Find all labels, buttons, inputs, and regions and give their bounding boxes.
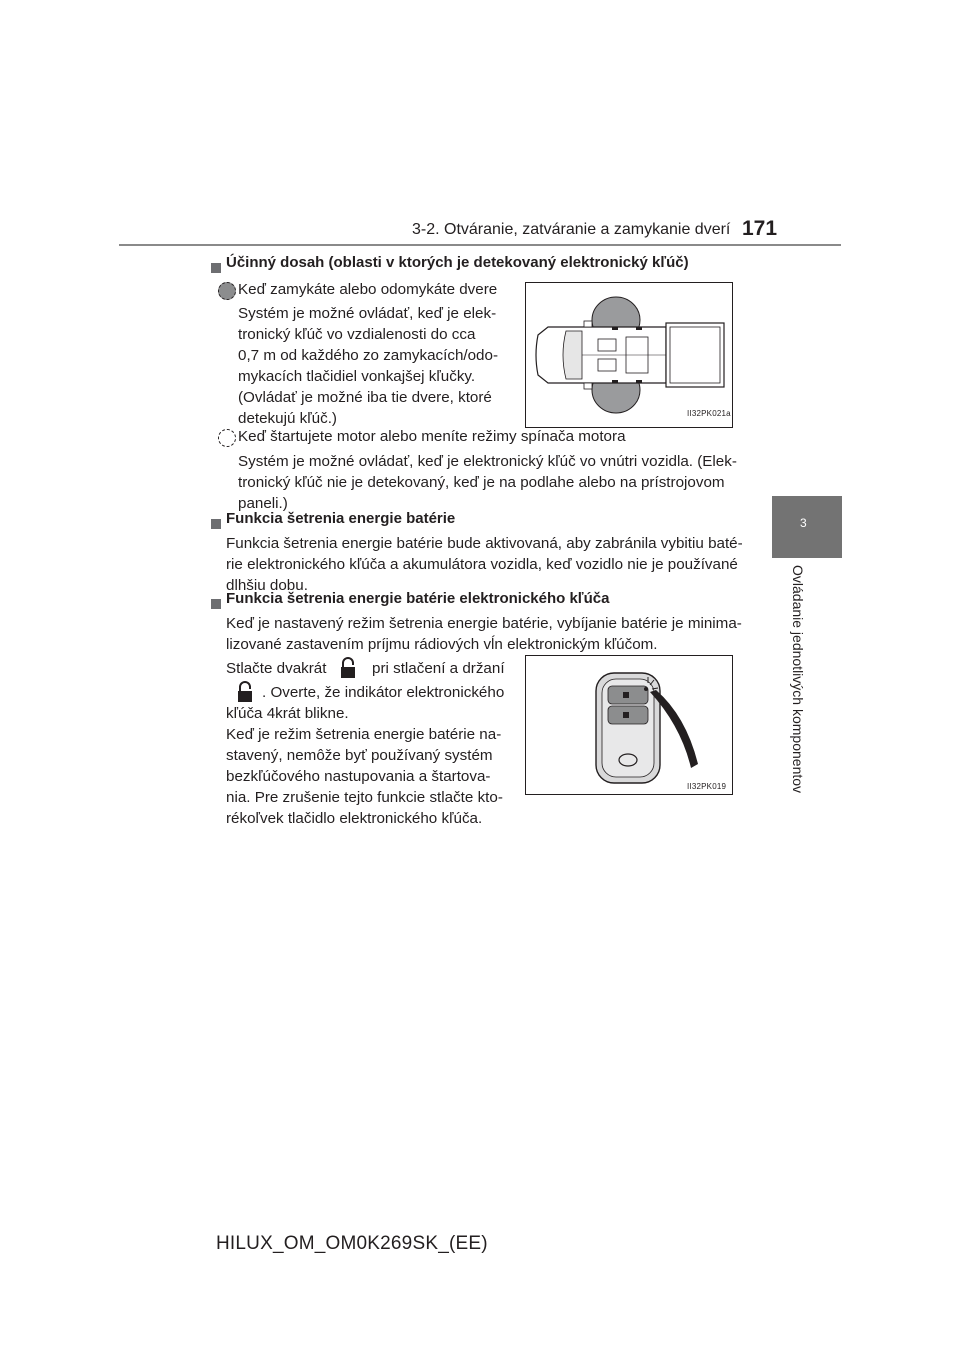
figure-code: II32PK019 (687, 782, 727, 791)
dashed-circle-icon (218, 429, 236, 447)
text-line: tronický kľúč nie je detekovaný, keď je na podlahe alebo na prístrojovom (238, 474, 725, 491)
text-line: Systém je možné ovládať, keď je elek- (238, 305, 497, 322)
text-line: nia. Pre zrušenie tejto funkcie stlačte kto- (226, 789, 503, 806)
instruction-body (226, 703, 518, 829)
figure-detection-range (525, 282, 733, 428)
instruction-part-3: . Overte, že indikátor elektronického (262, 684, 505, 701)
header-divider (119, 244, 841, 246)
chapter-tab (772, 496, 842, 558)
instruction-part-2: pri stlačení a držaní (372, 660, 505, 677)
chapter-label: Ovládanie jednotlivých komponentov (790, 565, 806, 794)
text-line: Systém je možné ovládať, keď je elektronický kľúč vo vnútri vozidla. (Elek- (238, 453, 737, 470)
item-body-start (238, 451, 743, 514)
square-bullet-icon (211, 516, 221, 534)
battery-save-body (226, 533, 743, 596)
key-battery-save-body (226, 613, 743, 655)
text-line: dlhšiu dobu. (226, 577, 308, 594)
key-fob-diagram (526, 656, 732, 794)
lock-icon (339, 656, 357, 685)
item-body-lock (238, 303, 517, 429)
text-line: rie elektronického kľúča a akumulátora vozidla, keď vozidlo nie je používané (226, 556, 738, 573)
text-line: stavený, nemôže byť používaný systém (226, 747, 493, 764)
text-line: paneli.) (238, 495, 288, 512)
text-line: Keď je nastavený režim šetrenia energie batérie, vybíjanie batérie je minima- (226, 615, 742, 632)
section-heading-key-battery-save: Funkcia šetrenia energie batérie elektronického kľúča (226, 590, 610, 607)
section-heading-range: Účinný dosah (oblasti v ktorých je detekovaný elektronický kľúč) (226, 254, 689, 271)
dashed-circle-icon (218, 282, 236, 300)
item-title-lock: Keď zamykáte alebo odomykáte dvere (238, 281, 498, 298)
item-title-start: Keď štartujete motor alebo meníte režimy spínača motora (238, 428, 626, 445)
text-line: detekujú kľúč.) (238, 410, 337, 427)
text-line: rékoľvek tlačidlo elektronického kľúča. (226, 810, 483, 827)
document-code: HILUX_OM_OM0K269SK_(EE) (216, 1233, 488, 1254)
text-line: kľúča 4krát blikne. (226, 705, 349, 722)
text-line: 0,7 m od každého zo zamykacích/odo- (238, 347, 499, 364)
section-title: 3-2. Otváranie, zatváranie a zamykanie dverí (412, 221, 731, 238)
text-line: Funkcia šetrenia energie batérie bude aktivovaná, aby zabránila vybitiu baté- (226, 535, 743, 552)
text-line: lizované zastavením príjmu rádiových vĺn elektronickým kľúčom. (226, 636, 658, 653)
chapter-number: 3 (800, 516, 807, 530)
text-line: (Ovládať je možné iba tie dvere, ktoré (238, 389, 492, 406)
text-line: tronický kľúč vo vzdialenosti do cca (238, 326, 476, 343)
text-line: Keď je režim šetrenia energie batérie na- (226, 726, 502, 743)
truck-top-view-diagram (526, 283, 732, 427)
text-line: mykacích tlačidiel vonkajšej kľučky. (238, 368, 476, 385)
page-number: 171 (742, 217, 778, 240)
figure-key-fob (525, 655, 733, 795)
text-line: bezkľúčového nastupovania a štartova- (226, 768, 491, 785)
instruction-part-1: Stlačte dvakrát (226, 660, 327, 677)
figure-code: II32PK021a (687, 409, 731, 418)
section-heading-battery-save: Funkcia šetrenia energie batérie (226, 510, 456, 527)
square-bullet-icon (211, 260, 221, 278)
square-bullet-icon (211, 596, 221, 614)
